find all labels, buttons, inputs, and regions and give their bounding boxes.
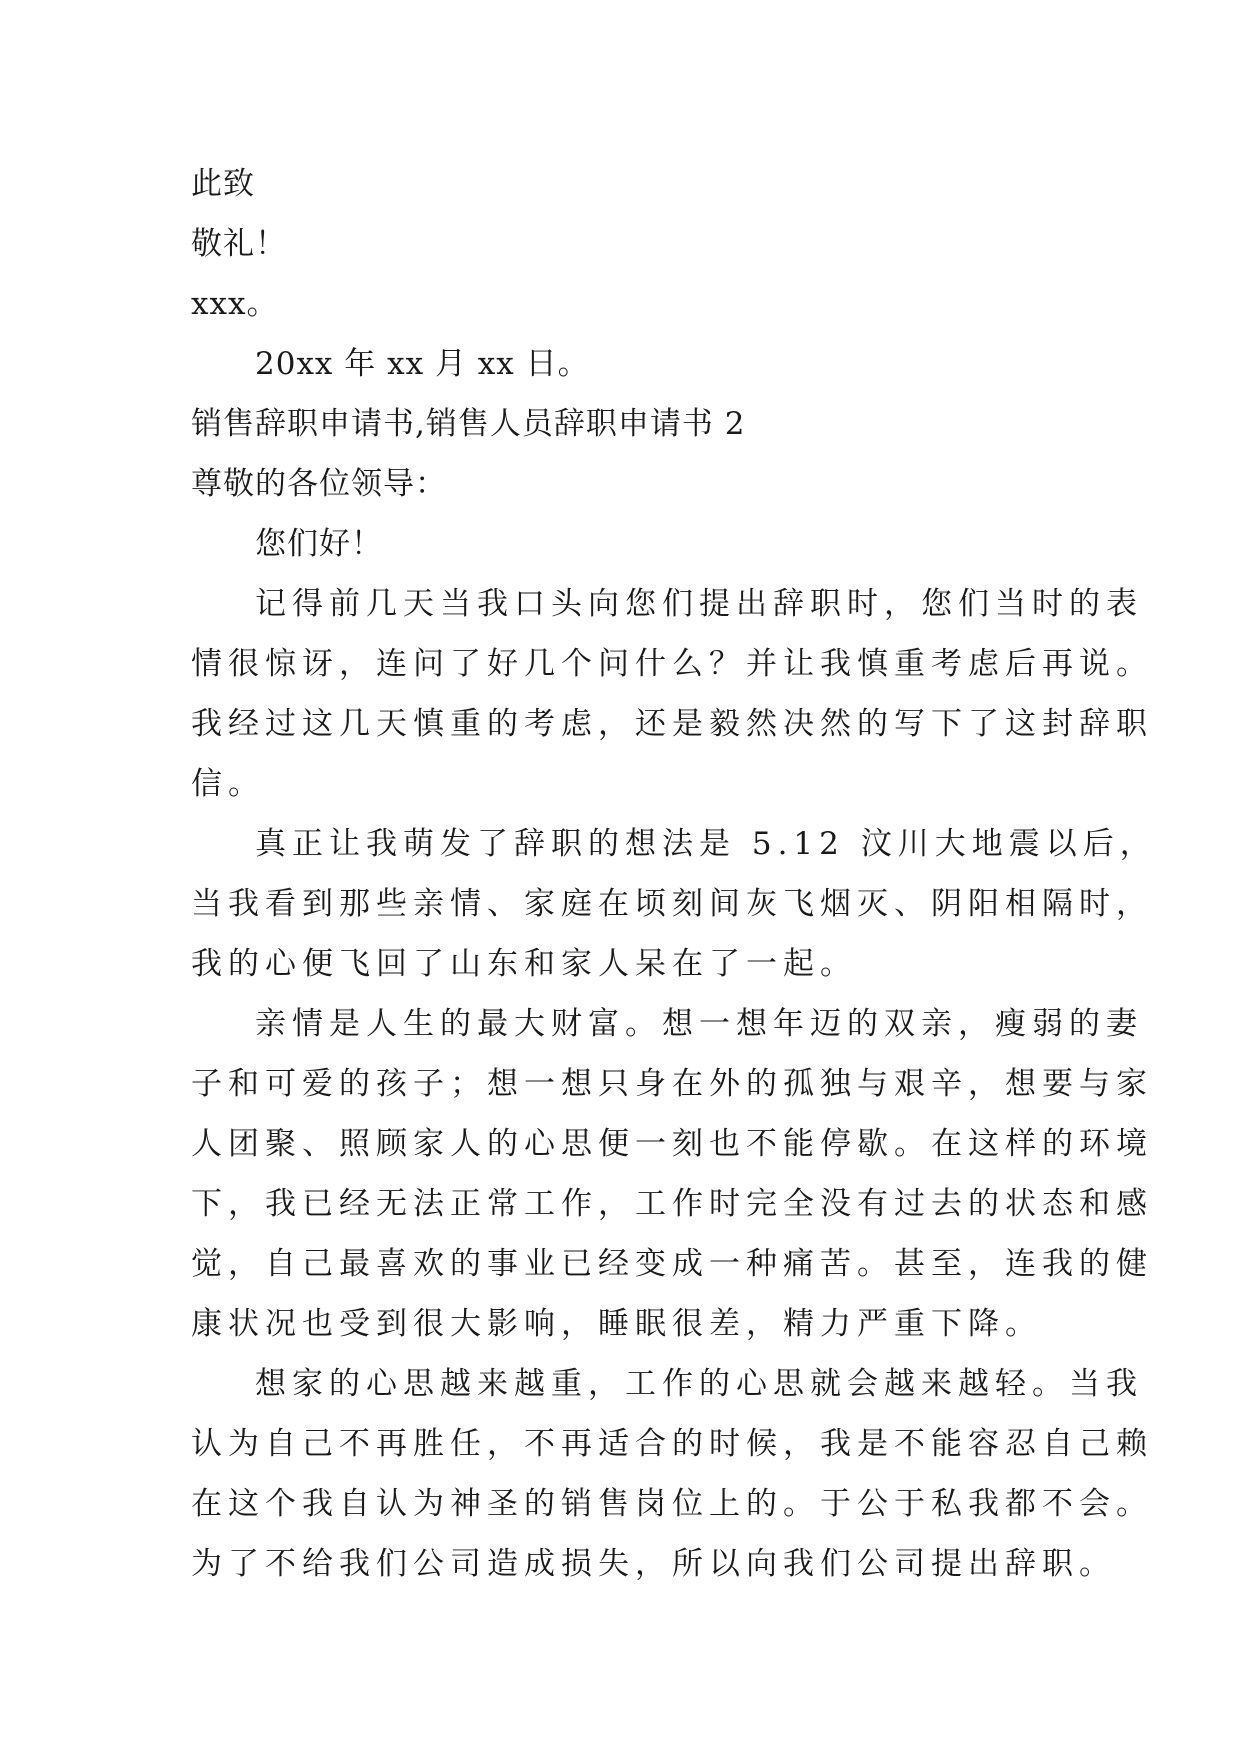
paragraph-line: 认为自己不再胜任，不再适合的时候，我是不能容忍自己赖 — [191, 1426, 1153, 1462]
paragraph-line: 信。 — [191, 766, 265, 802]
greeting: 您们好！ — [255, 526, 383, 562]
date-line: 20xx 年 xx 月 xx 日。 — [255, 346, 590, 382]
section-title: 销售辞职申请书,销售人员辞职申请书 2 — [191, 406, 746, 442]
paragraph-line: 觉，自己最喜欢的事业已经变成一种痛苦。甚至，连我的健 — [191, 1246, 1153, 1282]
paragraph-line: 情很惊讶，连问了好几个问什么？并让我慎重考虑后再说。 — [191, 646, 1153, 682]
paragraph-line: 下，我已经无法正常工作，工作时完全没有过去的状态和感 — [191, 1186, 1153, 1222]
paragraph-line: 为了不给我们公司造成损失，所以向我们公司提出辞职。 — [191, 1546, 1116, 1582]
paragraph-line: 记得前几天当我口头向您们提出辞职时，您们当时的表 — [255, 586, 1143, 622]
paragraph-line: 真正让我萌发了辞职的想法是 5.12 汶川大地震以后， — [255, 826, 1157, 862]
paragraph-line: 当我看到那些亲情、家庭在顷刻间灰飞烟灭、阴阳相隔时， — [191, 886, 1153, 922]
paragraph-line: 在这个我自认为神圣的销售岗位上的。于公于私我都不会。 — [191, 1486, 1153, 1522]
paragraph-line: 想家的心思越来越重，工作的心思就会越来越轻。当我 — [255, 1366, 1143, 1402]
paragraph-line: 人团聚、照顾家人的心思便一刻也不能停歇。在这样的环境 — [191, 1126, 1153, 1162]
signature: xxx。 — [191, 286, 279, 322]
closing-line-1: 此致 — [191, 166, 255, 202]
paragraph-line: 我的心便飞回了山东和家人呆在了一起。 — [191, 946, 857, 982]
paragraph-line: 我经过这几天慎重的考虑，还是毅然决然的写下了这封辞职 — [191, 706, 1153, 742]
paragraph-line: 康状况也受到很大影响，睡眠很差，精力严重下降。 — [191, 1306, 1042, 1342]
paragraph-line: 亲情是人生的最大财富。想一想年迈的双亲，瘦弱的妻 — [255, 1006, 1143, 1042]
paragraph-line: 子和可爱的孩子；想一想只身在外的孤独与艰辛，想要与家 — [191, 1066, 1153, 1102]
salutation: 尊敬的各位领导： — [191, 466, 447, 502]
closing-line-2: 敬礼！ — [191, 226, 287, 262]
